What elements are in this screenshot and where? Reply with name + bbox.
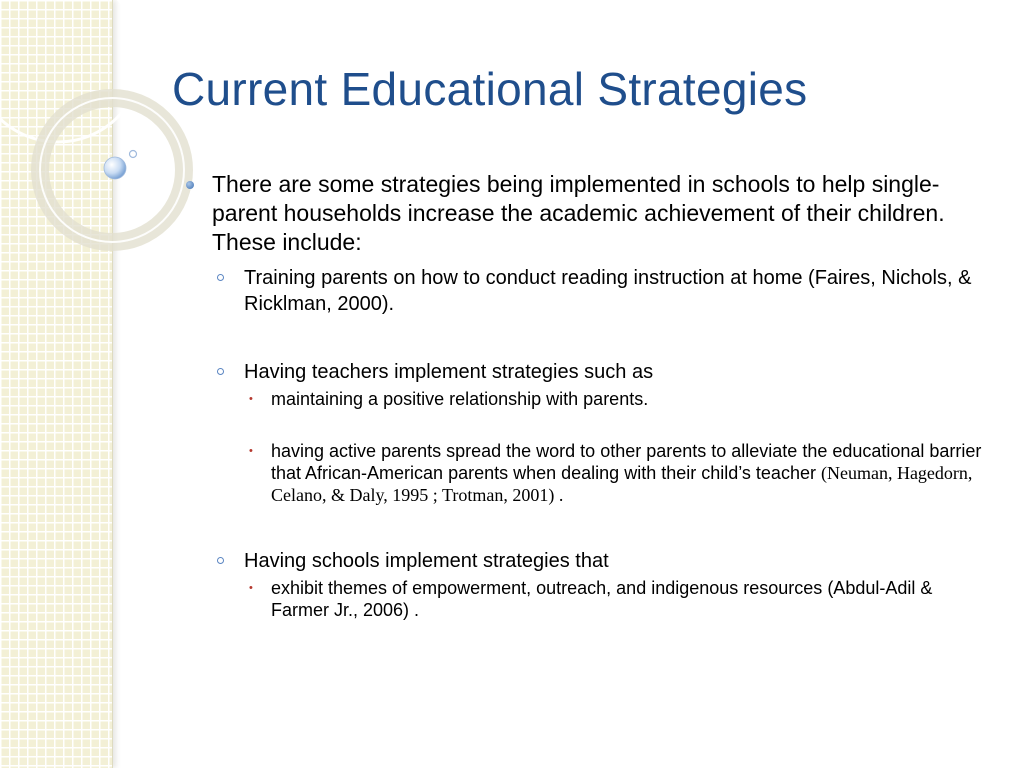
bullet-level3-strategy-3-sub-1 bbox=[186, 577, 986, 621]
strategy-2-sub-2-citation: (Neuman, Hagedorn, Celano, & Daly, 1995 ; Trotman, 2001) . bbox=[271, 463, 973, 505]
bullet-small-dot-icon: • bbox=[249, 445, 253, 457]
bullet-small-dot-icon: • bbox=[249, 582, 253, 594]
bullet-dot-icon bbox=[186, 181, 194, 189]
strategy-3-text: Having schools implement strategies that bbox=[244, 550, 609, 572]
slide-title: Current Educational Strategies bbox=[172, 63, 808, 115]
decor-orb-icon bbox=[104, 157, 126, 179]
intro-text: There are some strategies being implemented in schools to help single-parent households increase the academic achievement of their children. These include: bbox=[212, 171, 945, 255]
bullet-level3-strategy-2-sub-1 bbox=[186, 388, 986, 410]
bullet-small-dot-icon: • bbox=[249, 393, 253, 405]
bullet-ring-icon bbox=[217, 557, 224, 564]
bullet-level3-strategy-2-sub-2 bbox=[186, 440, 986, 506]
bullet-ring-icon bbox=[217, 274, 224, 281]
slide-body bbox=[186, 170, 986, 621]
strategy-2-text: Having teachers implement strategies such as bbox=[244, 361, 654, 383]
bullet-level2-strategy-1 bbox=[186, 265, 986, 317]
decor-ring-icon bbox=[130, 151, 137, 158]
strategy-3-sub-1-text: exhibit themes of empowerment, outreach, and indigenous resources (Abdul-Adil & Farmer Jr., 2006) . bbox=[271, 578, 933, 620]
decorative-circles bbox=[0, 0, 200, 260]
strategy-2-sub-1-text: maintaining a positive relationship with parents. bbox=[271, 389, 649, 409]
strategy-2-sub-2-text: having active parents spread the word to other parents to alleviate the educational barrier that African-American parents when dealing with their child’s teacher bbox=[271, 441, 982, 483]
strategy-1-text: Training parents on how to conduct reading instruction at home (Faires, Nichols, & Ricklman, 2000). bbox=[244, 267, 972, 315]
bullet-level1-intro bbox=[186, 170, 986, 257]
bullet-level2-strategy-3 bbox=[186, 548, 986, 574]
bullet-level2-strategy-2 bbox=[186, 359, 986, 385]
bullet-ring-icon bbox=[217, 368, 224, 375]
